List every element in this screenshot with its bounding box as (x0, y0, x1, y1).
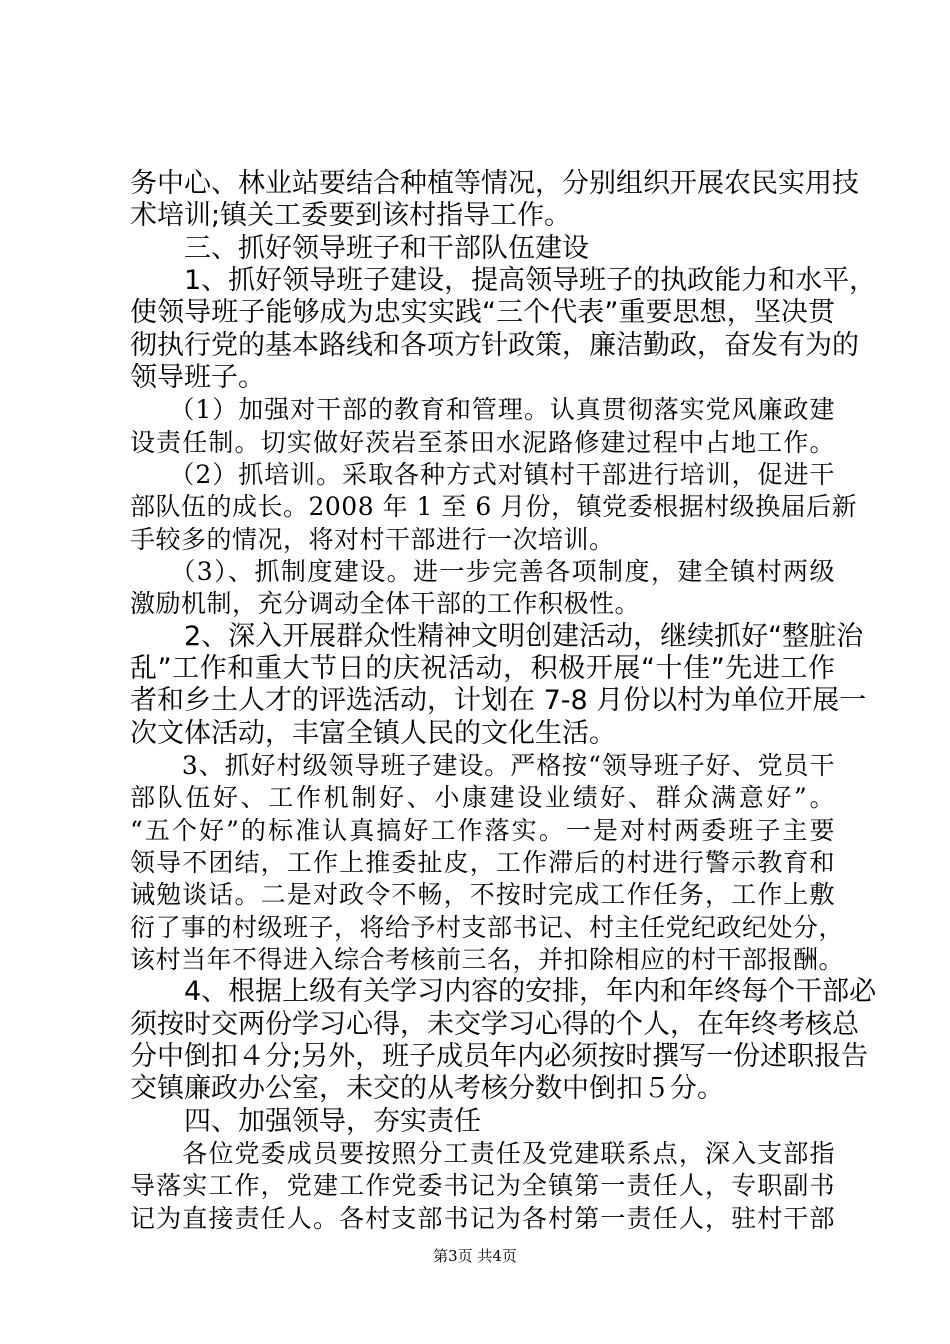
text-line: 彻执行党的基本路线和各项方针政策，廉洁勤政，奋发有为的 (130, 329, 859, 361)
text-line: “五个好”的标准认真搞好工作落实。一是对村两委班子主要 (130, 815, 835, 845)
text-line: 该村当年不得进入综合考核前三名，并扣除相应的村干部报酬。 (130, 945, 845, 974)
text-line: 设责任制。切实做好茨岩至茶田水泥路修建过程中占地工作。 (130, 427, 835, 457)
text-line: 交镇廉政办公室，未交的从考核分数中倒扣５分。 (130, 1073, 724, 1105)
text-line: 分中倒扣４分;另外，班子成员年内必须按时撰写一份述职报告 (130, 1041, 869, 1072)
text-line: 2、深入开展群众性精神文明创建活动，继续抓好“整脏治 (130, 620, 864, 652)
text-line: 使领导班子能够成为忠实实践“三个代表”重要思想，坚决贯 (130, 297, 835, 329)
text-line: 领导不团结，工作上推委扯皮，工作滞后的村进行警示教育和 (130, 848, 835, 877)
text-line: 领导班子。 (130, 362, 265, 393)
text-line: 记为直接责任人。各村支部书记为各村第一责任人，驻村干部 (130, 1203, 835, 1233)
text-line: 手较多的情况，将对村干部进行一次培训。 (130, 524, 615, 554)
section-heading: 四、加强领导，夯实责任 (130, 1105, 481, 1137)
text-line: 3、抓好村级领导班子建设。严格按“领导班子好、党员干 (130, 751, 835, 780)
text-line: 1、抓好领导班子建设，提高领导班子的执政能力和水平， (130, 265, 877, 296)
text-line: 衍了事的村级班子，将给予村支部书记、村主任党纪政纪处分， (130, 912, 845, 942)
text-line: （1）加强对干部的教育和管理。认真贯彻落实党风廉政建 (130, 395, 835, 425)
text-line: 导落实工作，党建工作党委书记为全镇第一责任人，专职副书 (130, 1171, 835, 1201)
text-line: 务中心、林业站要结合种植等情况，分别组织开展农民实用技 (130, 168, 859, 199)
page-footer: 第3页 共4页 (433, 1247, 517, 1265)
text-line: （3）、抓制度建设。进一步完善各项制度，建全镇村两级 (130, 557, 835, 586)
section-heading: 三、抓好领导班子和干部队伍建设 (130, 232, 589, 264)
text-line: 4、根据上级有关学习内容的安排，年内和年终每个干部必 (130, 976, 877, 1008)
text-line: 者和乡土人才的评选活动，计划在 7-8 月份以村为单位开展一 (130, 685, 867, 717)
text-line: 乱”工作和重大节日的庆祝活动，积极开展“十佳”先进工作 (130, 653, 835, 684)
text-line: 部队伍的成长。2008 年 1 至 6 月份，镇党委根据村级换届后新 (130, 492, 858, 522)
text-line: 术培训;镇关工委要到该村指导工作。 (130, 200, 572, 232)
text-line: 诫勉谈话。二是对政令不畅，不按时完成工作任务，工作上敷 (130, 880, 835, 910)
text-line: 次文体活动，丰富全镇人民的文化生活。 (130, 717, 616, 749)
text-line: 各位党委成员要按照分工责任及党建联系点，深入支部指 (130, 1139, 835, 1168)
text-line: （2）抓培训。采取各种方式对镇村干部进行培训，促进干 (130, 460, 835, 489)
text-line: 部队伍好、工作机制好、小康建设业绩好、群众满意好”。 (130, 783, 835, 813)
text-line: 须按时交两份学习心得，未交学习心得的个人，在年终考核总 (130, 1008, 859, 1040)
text-line: 激励机制，充分调动全体干部的工作积极性。 (130, 589, 641, 619)
